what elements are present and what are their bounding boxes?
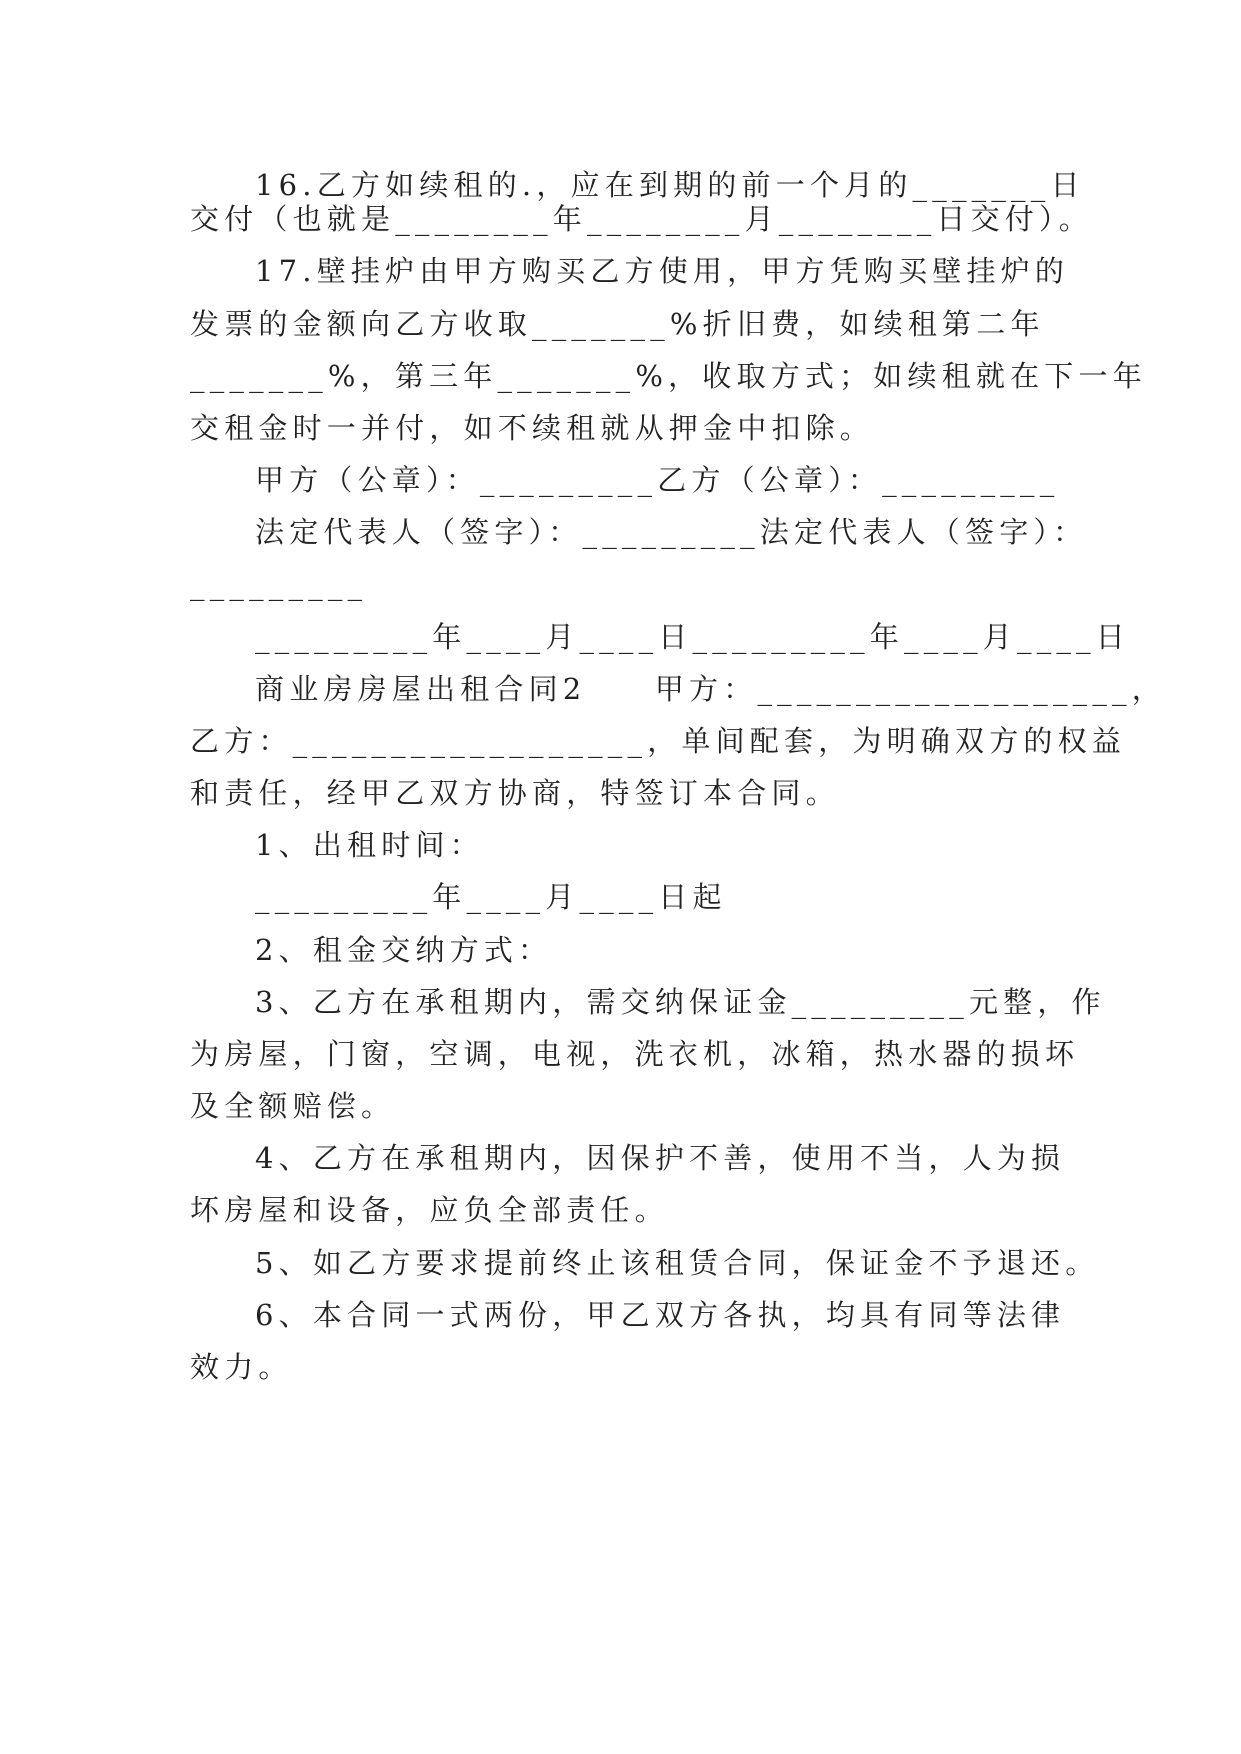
text-line: 交付（也就是________年________月________日交付）。 xyxy=(190,202,1093,236)
text-line: 发票的金额向乙方收取_______%折旧费，如续租第二年 xyxy=(190,307,1045,341)
clause-text: 为房屋，门窗，空调，电视，洗衣机，冰箱，热水器的损坏 xyxy=(190,1037,1080,1071)
text-line: 乙方：__________________，单间配套，为明确双方的权益 xyxy=(190,724,1127,758)
signature-blank: _________ xyxy=(190,567,368,601)
signature-line: 甲方（公章）：_________乙方（公章）：_________ xyxy=(255,463,1060,497)
text-line: 交租金时一并付，如不续租就从押金中扣除。 xyxy=(190,411,875,445)
contract-title-line: 商业房房屋出租合同2 甲方：___________________， xyxy=(255,672,1166,706)
signature-line: 法定代表人（签字）：_________法定代表人（签字）： xyxy=(255,515,1088,549)
clause-text: 坏房屋和设备，应负全部责任。 xyxy=(190,1193,669,1227)
text-line: 16.乙方如续租的.，应在到期的前一个月的_______日 xyxy=(255,168,1085,202)
clause-text: 及全额赔偿。 xyxy=(190,1089,396,1123)
clause-text: 4、乙方在承租期内，因保护不善，使用不当，人为损 xyxy=(255,1141,1066,1175)
text-line: 17.壁挂炉由甲方购买乙方使用，甲方凭购买壁挂炉的 xyxy=(255,254,1070,288)
date-line: _________年____月____日_________年____月____日 xyxy=(255,620,1131,654)
text-line: 和责任，经甲乙双方协商，特签订本合同。 xyxy=(190,776,840,810)
clause-heading: 1、出租时间： xyxy=(255,828,484,862)
clause-heading: 2、租金交纳方式： xyxy=(255,933,553,967)
text-line: _______%，第三年_______%，收取方式；如续租就在下一年 xyxy=(190,359,1147,393)
clause-text: 5、如乙方要求提前终止该租赁合同，保证金不予退还。 xyxy=(255,1246,1100,1280)
clause-text: 6、本合同一式两份，甲乙双方各执，均具有同等法律 xyxy=(255,1298,1066,1332)
clause-text: 3、乙方在承租期内，需交纳保证金_________元整，作 xyxy=(255,985,1106,1019)
date-line: _________年____月____日起 xyxy=(255,880,727,914)
clause-text: 效力。 xyxy=(190,1350,293,1384)
